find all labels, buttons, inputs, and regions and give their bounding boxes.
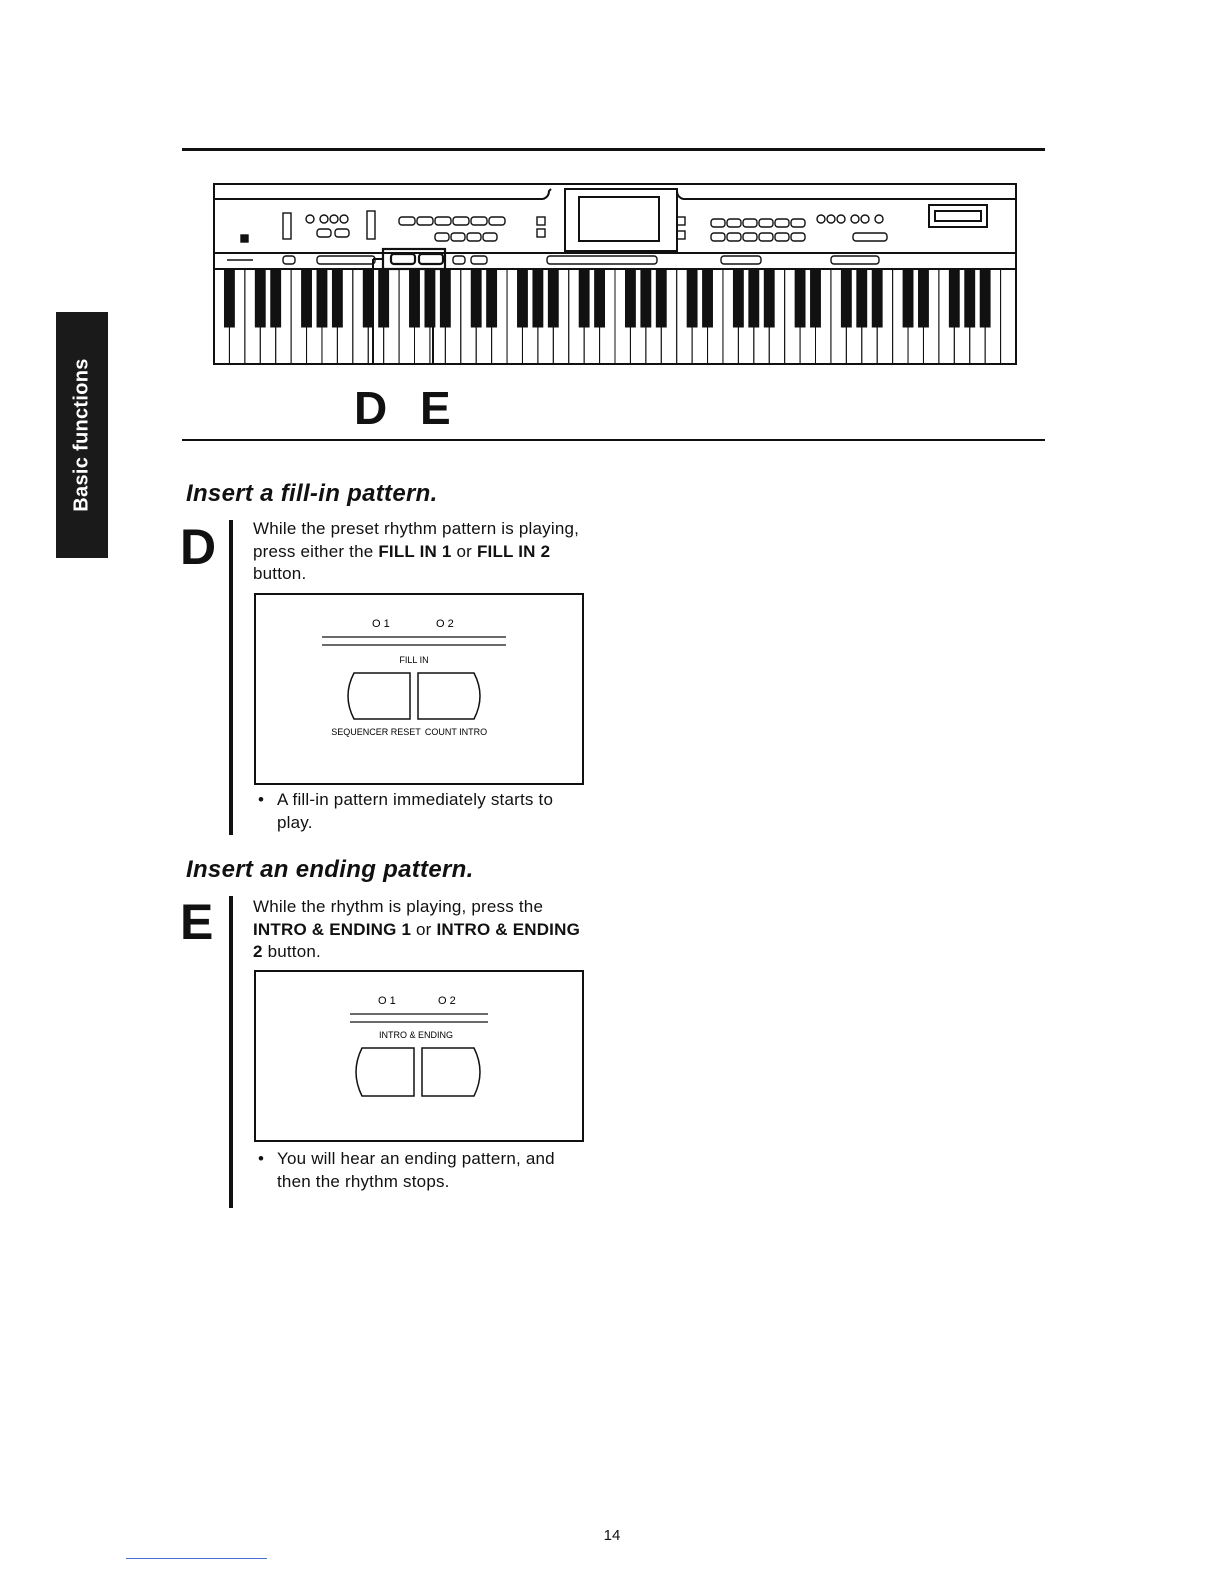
- step-letter-d: D: [180, 519, 217, 575]
- fill-in-indicator-1: O 1: [372, 618, 390, 630]
- black-key: [980, 269, 990, 327]
- black-key: [625, 269, 635, 327]
- page-number: 14: [603, 1527, 621, 1544]
- fill-in-panel-drawing: [256, 595, 582, 783]
- black-key: [317, 269, 327, 327]
- black-key: [949, 269, 959, 327]
- black-keys: [224, 269, 990, 327]
- intro-ending-panel-drawing: [256, 972, 582, 1140]
- callout-e: E: [420, 382, 451, 434]
- black-key: [764, 269, 774, 327]
- black-key: [224, 269, 234, 327]
- black-key: [641, 269, 651, 327]
- step-d-bullet-text: A fill-in pattern immediately starts to play.: [277, 790, 554, 832]
- black-key: [733, 269, 743, 327]
- intro-ending-2-button[interactable]: [422, 1048, 480, 1096]
- step-e-bullet-text: You will hear an ending pattern, and then the rhythm stops.: [277, 1149, 555, 1191]
- black-key: [703, 269, 713, 327]
- step-d-bar: [229, 520, 233, 835]
- black-key: [595, 269, 605, 327]
- black-key: [857, 269, 867, 327]
- black-key: [965, 269, 975, 327]
- black-key: [579, 269, 589, 327]
- intro-ending-panel: [254, 970, 584, 1142]
- black-key: [903, 269, 913, 327]
- heading-fill-in: Insert a fill-in pattern.: [186, 480, 438, 507]
- black-key: [440, 269, 450, 327]
- footer-rule: [126, 1558, 267, 1559]
- black-key: [919, 269, 929, 327]
- bullet-dot: •: [258, 1149, 265, 1168]
- black-key: [332, 269, 342, 327]
- intro-ending-indicator-2: O 2: [438, 995, 456, 1007]
- bullet-dot: •: [258, 790, 265, 809]
- step-e-instructions: While the rhythm is playing, press the INTRO & ENDING 1 or INTRO & ENDING 2 button.: [253, 897, 581, 961]
- black-key: [302, 269, 312, 327]
- black-key: [487, 269, 497, 327]
- black-key: [841, 269, 851, 327]
- black-key: [656, 269, 666, 327]
- black-key: [795, 269, 805, 327]
- count-intro-label: COUNT INTRO: [424, 727, 488, 737]
- keyboard-illustration: [213, 183, 1017, 365]
- black-key: [255, 269, 265, 327]
- heading-ending: Insert an ending pattern.: [186, 856, 474, 883]
- fill-in-panel: [254, 593, 584, 785]
- callout-d: D: [354, 382, 388, 434]
- control-panel-details: [227, 211, 887, 264]
- black-key: [363, 269, 373, 327]
- top-rule: [182, 148, 1045, 151]
- black-key: [271, 269, 281, 327]
- step-letter-e: E: [180, 894, 214, 950]
- black-key: [548, 269, 558, 327]
- black-key: [518, 269, 528, 327]
- black-key: [811, 269, 821, 327]
- step-d-bullet: [258, 789, 588, 834]
- fill-in-indicator-2: O 2: [436, 618, 454, 630]
- intro-ending-label: INTRO & ENDING: [378, 1030, 454, 1040]
- step-d-instructions: While the preset rhythm pattern is playing, press either the FILL IN 1 or FILL IN 2 button.: [253, 519, 580, 583]
- fill-in-1-button[interactable]: [348, 673, 410, 719]
- step-e-bar: [229, 896, 233, 1208]
- black-key: [533, 269, 543, 327]
- black-key: [410, 269, 420, 327]
- black-key: [749, 269, 759, 327]
- white-key: [1001, 269, 1016, 364]
- black-key: [471, 269, 481, 327]
- section-side-tab: [56, 312, 108, 558]
- black-key: [872, 269, 882, 327]
- step-e-bullet: [258, 1148, 588, 1193]
- black-key: [379, 269, 389, 327]
- black-key: [687, 269, 697, 327]
- intro-ending-1-button[interactable]: [356, 1048, 414, 1096]
- side-tab-label: Basic functions: [70, 358, 93, 512]
- fill-in-label: FILL IN: [399, 655, 429, 665]
- fill-in-2-button[interactable]: [418, 673, 480, 719]
- mid-rule: [182, 439, 1045, 441]
- intro-ending-indicator-1: O 1: [378, 995, 396, 1007]
- sequencer-reset-label: SEQUENCER RESET: [331, 727, 421, 737]
